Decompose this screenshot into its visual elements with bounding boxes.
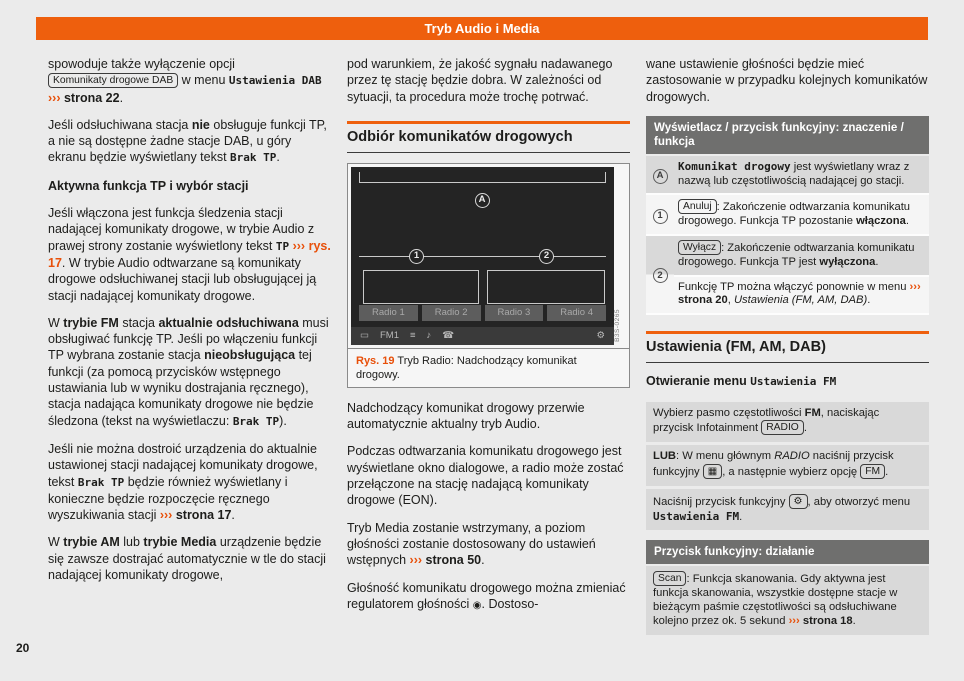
dialog-button-off-area bbox=[487, 270, 605, 304]
subheading-tp-wybor-stacji: Aktywna funkcja TP i wybór stacji bbox=[48, 178, 249, 193]
dialog-divider-line bbox=[359, 256, 606, 257]
table-row bbox=[646, 235, 929, 276]
key-komunikaty-drogowe-dab: Komunikaty drogowe DAB bbox=[48, 73, 178, 88]
table-cell: Funkcję TP można włączyć ponownie w menu ››› strona 20, Ustawienia (FM, AM, DAB). bbox=[674, 276, 929, 315]
dialog-button-cancel-area bbox=[363, 270, 479, 304]
page-number: 20 bbox=[16, 641, 30, 655]
figure-caption-text: Tryb Radio: Nadchodzący komunikat drogowy. bbox=[356, 354, 577, 381]
key-scan: Scan bbox=[653, 571, 686, 586]
column-left bbox=[48, 56, 331, 638]
table-cell: Komunikat drogowy jest wyświetlany wraz z nazwą lub częstotliwością nadającej go stacji. bbox=[674, 156, 929, 195]
paragraph: Tryb Media zostanie wstrzymany, a poziom głośności zostanie dostosowany do ustawień wstępnych ››› strona 50. bbox=[347, 520, 596, 568]
setup-icon: ⚙ bbox=[789, 494, 808, 509]
radio-screen-illustration bbox=[351, 167, 614, 345]
display-icon: ▭ bbox=[360, 329, 369, 341]
column-right bbox=[646, 56, 929, 638]
figure-caption-label: Rys. 19 bbox=[356, 354, 395, 367]
instruction-box: Wybierz pasmo częstotliwości FM, naciskając przycisk Infotainment RADIO . bbox=[646, 402, 929, 443]
paragraph: pod warunkiem, że jakość sygnału nadawanego przez tę stację będzie dobra. W zależności od sytuacji, ta procedura może trochę potrwać. bbox=[347, 57, 613, 104]
page-header-title: Tryb Audio i Media bbox=[424, 21, 540, 36]
content-columns bbox=[48, 56, 929, 638]
paragraph: Podczas odtwarzania komunikatu drogowego jest wyświetlane okno dialogowe, a radio może zostać przełączone na stację nadającą komunikaty drogowe (EON). bbox=[347, 444, 624, 508]
screen-frame-tick-right bbox=[605, 172, 606, 182]
instruction-box: LUB: W menu głównym RADIO naciśnij przycisk funkcyjny ▦ , a następnie wybierz opcję FM . bbox=[646, 445, 929, 486]
volume-knob-icon: ◉ bbox=[472, 599, 482, 611]
table-cell: Wyłącz : Zakończenie odtwarzania komunikatu drogowego. Funkcja TP jest wyłączona. bbox=[674, 235, 929, 276]
paragraph: W trybie AM lub trybie Media urządzenie będzie się zawsze dostrajać automatycznie w tle do stacji nadającej komunikaty drogowe, bbox=[48, 535, 326, 583]
paragraph: W trybie FM stacja aktualnie odsłuchiwana musi obsługiwać funkcję TP. Jeśli po włączeniu funkcji TP wybrana zostanie stacja nieobsługująca tej funkcji (za pomocą przycisków wstępnego ustawiania lub w wyniku dostrajania ręcznego), stacja nadająca komunikaty drogowe nie będzie śledzona (tekst na wyświetlaczu: Brak TP). bbox=[48, 315, 329, 428]
key-wylacz: Wyłącz bbox=[678, 240, 721, 255]
table-row bbox=[646, 156, 929, 195]
key-fm: FM bbox=[860, 464, 885, 479]
callout-1-badge: 1 bbox=[409, 249, 424, 264]
table-header-function-button: Przycisk funkcyjny: działanie bbox=[646, 540, 929, 564]
figure-caption bbox=[347, 348, 630, 388]
station-list-icon: ≡ bbox=[409, 329, 416, 341]
radio-preset-button: Radio 1 bbox=[359, 305, 418, 321]
callout-1-badge: 1 bbox=[653, 209, 668, 224]
callout-a-badge: A bbox=[653, 169, 668, 184]
table-row bbox=[646, 276, 929, 315]
table-cell: Anuluj : Zakończenie odtwarzania komunikatu drogowego. Funkcja TP pozostanie włączona. bbox=[674, 194, 929, 235]
paragraph: Głośność komunikatu drogowego można zmieniać regulatorem głośności ◉. Dostoso- bbox=[347, 580, 626, 611]
instruction-box: Naciśnij przycisk funkcyjny ⚙ , aby otworzyć menu Ustawienia FM. bbox=[646, 489, 929, 531]
paragraph: Jeśli nie można dostroić urządzenia do aktualnie ustawionej stacji nadającej komunikaty drogowe, tekst Brak TP będzie również wyświetlany i konieczne będzie rozpoczęcie ręcznego wyszukiwania stacji ››› strona 17. bbox=[48, 441, 318, 523]
callout-a-badge: A bbox=[475, 193, 490, 208]
preset-row bbox=[359, 305, 606, 321]
radio-preset-button: Radio 2 bbox=[422, 305, 481, 321]
paragraph: Jeśli włączona jest funkcja śledzenia stacji nadającej komunikaty drogowe, w trybie Audio z prawej strony zostanie wyświetlony tekst TP ››› rys. 17. W trybie Audio odtwarzane są komunikaty drogowe odsłuchiwanej stacji lub obsługującej ją stacji nadającej komunikaty drogowe. bbox=[48, 206, 331, 303]
radio-preset-button: Radio 4 bbox=[547, 305, 606, 321]
display-function-table bbox=[646, 156, 929, 315]
paragraph: wane ustawienie głośności będzie mieć zastosowanie w przypadku kolejnych komunikatów drogowych. bbox=[646, 57, 928, 104]
band-label: FM1 bbox=[379, 329, 399, 341]
figure-rys-19 bbox=[347, 163, 630, 349]
phone-icon: ☎ bbox=[442, 329, 455, 341]
screen-frame-top-line bbox=[359, 182, 606, 183]
column-middle bbox=[347, 56, 630, 638]
paragraph: Jeśli odsłuchiwana stacja nie obsługuje funkcji TP, a nie są dostępne żadne stacje DAB, u góry ekranu będzie wyświetlany tekst Brak TP. bbox=[48, 117, 327, 165]
paragraph: Nadchodzący komunikat drogowy przerwie automatycznie aktualny tryb Audio. bbox=[347, 400, 585, 432]
scan-function-row: Scan : Funkcja skanowania. Gdy aktywna jest funkcja skanowania, wszystkie dostępne stacje w bieżącym paśmie częstotliwości są odsłuchiwane kolejno przez ok. 5 sekund ››› strona 18. bbox=[646, 566, 929, 634]
subheading-otwieranie-menu: Otwieranie menu Ustawienia FM bbox=[646, 374, 837, 389]
screen-frame-tick-left bbox=[359, 172, 360, 182]
section-heading-ustawienia: Ustawienia (FM, AM, DAB) bbox=[646, 331, 929, 363]
table-header-display-functions: Wyświetlacz / przycisk funkcyjny: znaczenie / funkcja bbox=[646, 116, 929, 154]
screen-status-bar bbox=[351, 327, 614, 345]
section-heading-odbior-komunikatow: Odbiór komunikatów drogowych bbox=[347, 121, 630, 153]
figure-code: B3S-0265 bbox=[613, 308, 621, 342]
table-row bbox=[646, 194, 929, 235]
media-icon: ♪ bbox=[426, 329, 432, 341]
callout-2-badge: 2 bbox=[539, 249, 554, 264]
page-header-bar bbox=[36, 17, 928, 40]
key-radio: RADIO bbox=[761, 420, 804, 435]
paragraph: spowoduje także wyłączenie opcji Komunikaty drogowe DAB w menu Ustawienia DAB ››› strona 22. bbox=[48, 57, 322, 105]
radio-preset-button: Radio 3 bbox=[485, 305, 544, 321]
settings-gear-icon: ⚙ bbox=[596, 329, 605, 341]
key-anuluj: Anuluj bbox=[678, 199, 717, 214]
band-selector-icon: ▦ bbox=[703, 464, 722, 479]
callout-2-badge: 2 bbox=[653, 268, 668, 283]
